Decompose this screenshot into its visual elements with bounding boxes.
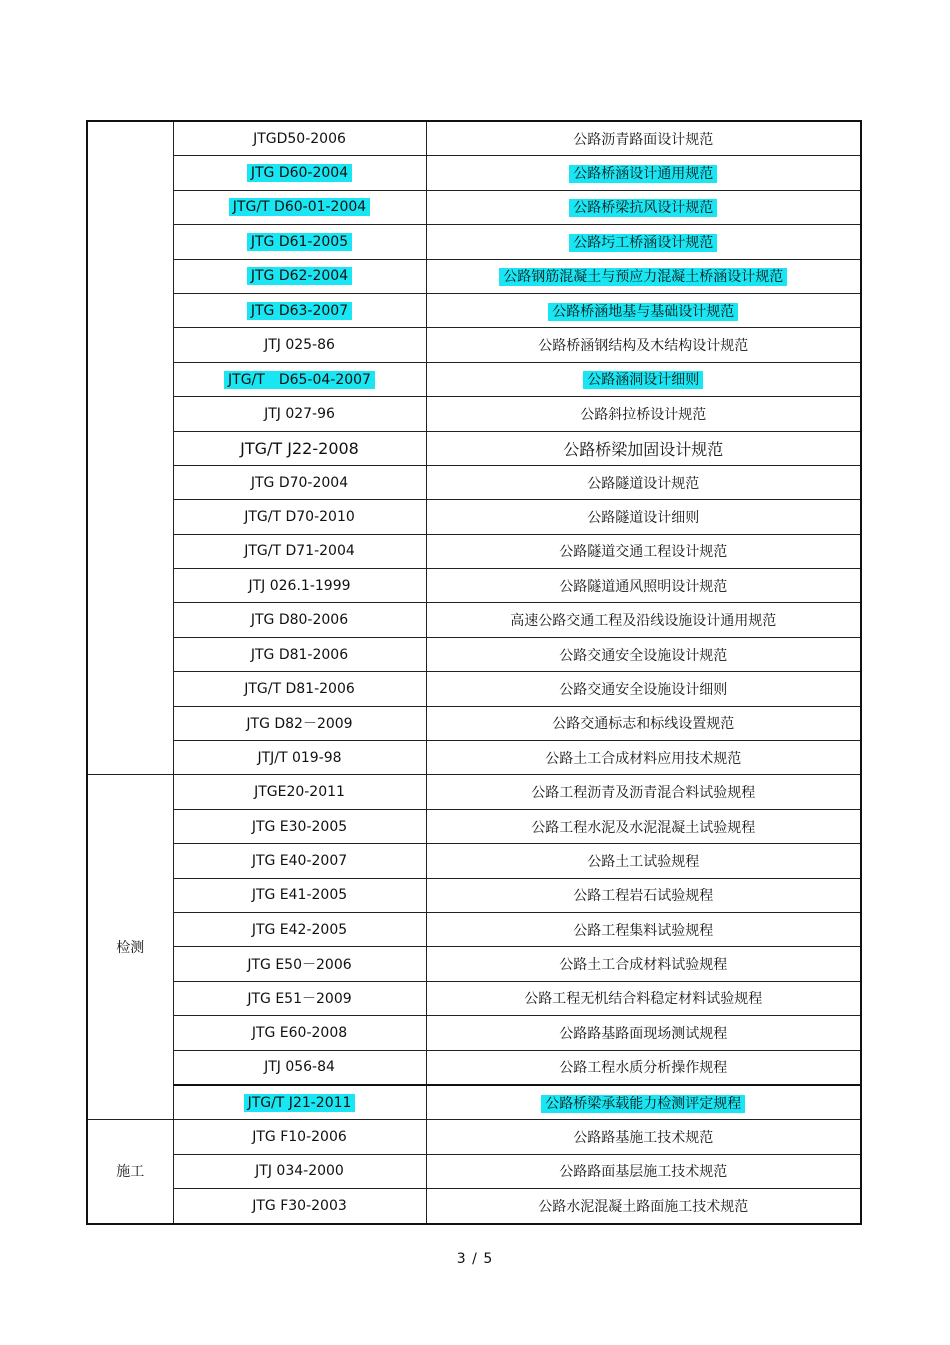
standard-name-cell — [426, 878, 861, 912]
standard-code-cell — [173, 1085, 426, 1120]
standard-code: JTG/T J22-2008 — [240, 438, 359, 458]
table-row — [87, 465, 861, 499]
standard-code-cell — [173, 431, 426, 465]
standard-name: 公路土工合成材料应用技术规范 — [545, 750, 742, 767]
standard-code: JTG E51－2009 — [247, 991, 352, 1008]
standard-code-cell — [173, 259, 426, 293]
standard-name-cell — [426, 569, 861, 603]
standard-name: 公路路基路面现场测试规程 — [559, 1025, 728, 1042]
standard-name-cell — [426, 844, 861, 878]
standard-code-cell — [173, 156, 426, 190]
table-row — [87, 1085, 861, 1120]
standard-code: JTG E41-2005 — [251, 887, 348, 904]
table-row — [87, 706, 861, 740]
standard-code: JTJ/T 019-98 — [257, 749, 342, 766]
table-row — [87, 569, 861, 603]
standard-code-cell — [173, 912, 426, 946]
standard-code: JTG E60-2008 — [251, 1024, 348, 1041]
table-row — [87, 362, 861, 396]
standard-name: 公路桥梁抗风设计规范 — [569, 199, 717, 217]
table-row — [87, 912, 861, 946]
standard-code: JTGD50-2006 — [253, 130, 346, 147]
standard-code-cell — [173, 947, 426, 981]
table-row — [87, 225, 861, 259]
standard-code-cell — [173, 328, 426, 362]
standard-code: JTG D82－2009 — [246, 716, 353, 733]
standard-code: JTJ 056-84 — [264, 1059, 335, 1076]
standard-code-cell — [173, 775, 426, 809]
table-row — [87, 1016, 861, 1050]
standard-code: JTG D62-2004 — [247, 267, 352, 285]
table-row — [87, 981, 861, 1015]
standard-name: 公路桥涵钢结构及木结构设计规范 — [538, 338, 749, 355]
standard-name: 公路桥梁承载能力检测评定规程 — [541, 1095, 745, 1113]
standard-name-cell — [426, 1154, 861, 1188]
standard-name-cell — [426, 947, 861, 981]
table-row — [87, 156, 861, 190]
standard-name: 公路圬工桥涵设计规范 — [569, 234, 717, 252]
table-row — [87, 775, 861, 809]
standard-code-cell — [173, 637, 426, 671]
standard-code-cell — [173, 672, 426, 706]
standard-name: 公路桥涵设计通用规范 — [569, 165, 717, 183]
standard-code-cell — [173, 1120, 426, 1154]
standard-name-cell — [426, 156, 861, 190]
table-row — [87, 637, 861, 671]
standard-code-cell — [173, 500, 426, 534]
standard-code-cell — [173, 1016, 426, 1050]
category-cell: 检测 — [87, 775, 173, 1120]
standard-name: 公路钢筋混凝土与预应力混凝土桥涵设计规范 — [499, 268, 787, 286]
table-row — [87, 947, 861, 981]
standard-name: 公路工程岩石试验规程 — [573, 888, 714, 905]
standard-code-cell — [173, 1050, 426, 1085]
standard-name: 公路水泥混凝土路面施工技术规范 — [538, 1198, 749, 1215]
standard-name-cell — [426, 431, 861, 465]
standard-name-cell — [426, 706, 861, 740]
standard-name: 公路涵洞设计细则 — [583, 371, 703, 389]
table-row — [87, 1120, 861, 1154]
standard-code-cell — [173, 569, 426, 603]
standard-code-cell — [173, 465, 426, 499]
table-row — [87, 878, 861, 912]
standard-name-cell — [426, 225, 861, 259]
standard-code-cell — [173, 190, 426, 224]
standard-code-cell — [173, 844, 426, 878]
standard-code: JTG D70-2004 — [250, 474, 349, 491]
standard-name-cell — [426, 603, 861, 637]
standard-code-cell — [173, 603, 426, 637]
standard-code-cell — [173, 706, 426, 740]
table-row — [87, 121, 861, 156]
standard-name: 公路交通安全设施设计规范 — [559, 647, 728, 664]
standard-code: JTJ 025-86 — [264, 337, 335, 354]
category-cell: 施工 — [87, 1120, 173, 1224]
standard-name: 公路隧道通风照明设计规范 — [559, 578, 728, 595]
standard-code: JTJ 034-2000 — [255, 1163, 344, 1180]
standard-name-cell — [426, 981, 861, 1015]
table-row — [87, 672, 861, 706]
standard-code-cell — [173, 1189, 426, 1224]
table-row — [87, 534, 861, 568]
standard-name: 公路工程沥青及沥青混合料试验规程 — [531, 785, 756, 802]
standard-code: JTG D63-2007 — [247, 302, 352, 320]
page-number — [0, 1251, 950, 1267]
standard-code-cell — [173, 225, 426, 259]
table-row — [87, 328, 861, 362]
standard-name-cell — [426, 809, 861, 843]
standard-name-cell — [426, 362, 861, 396]
standards-table — [86, 120, 862, 1225]
table-row — [87, 397, 861, 431]
table-row — [87, 190, 861, 224]
standard-code-cell — [173, 981, 426, 1015]
standard-code: JTG D61-2005 — [247, 233, 352, 251]
standard-name: 公路路基施工技术规范 — [573, 1130, 714, 1147]
standard-code: JTG D81-2006 — [250, 646, 349, 663]
standard-name: 公路土工合成材料试验规程 — [559, 957, 728, 974]
standard-name: 公路工程集料试验规程 — [573, 922, 714, 939]
standard-name-cell — [426, 259, 861, 293]
table-row — [87, 500, 861, 534]
standard-code: JTG D60-2004 — [247, 164, 352, 182]
standard-code: JTJ 026.1-1999 — [248, 577, 351, 594]
table-row — [87, 431, 861, 465]
standard-code: JTG E40-2007 — [251, 852, 348, 869]
standard-name-cell — [426, 328, 861, 362]
standard-name-cell — [426, 741, 861, 775]
standard-name: 公路斜拉桥设计规范 — [580, 406, 707, 423]
standard-name-cell — [426, 190, 861, 224]
standard-name-cell — [426, 775, 861, 809]
table-row — [87, 293, 861, 327]
standard-code-cell — [173, 809, 426, 843]
standard-code: JTG D80-2006 — [250, 612, 349, 629]
standard-code-cell — [173, 362, 426, 396]
standard-code: JTG/T J21-2011 — [244, 1094, 356, 1112]
page-total: 5 — [483, 1251, 494, 1267]
standard-name: 公路隧道交通工程设计规范 — [559, 544, 728, 561]
standard-name: 公路土工试验规程 — [587, 853, 700, 870]
standard-name-cell — [426, 912, 861, 946]
table-row — [87, 844, 861, 878]
standard-code: JTG F30-2003 — [252, 1197, 347, 1214]
standard-name-cell — [426, 534, 861, 568]
standard-name-cell — [426, 672, 861, 706]
standard-name: 公路工程水质分析操作规程 — [559, 1060, 728, 1077]
page-separator: / — [472, 1251, 478, 1267]
table-row — [87, 603, 861, 637]
standard-name-cell — [426, 500, 861, 534]
page-current: 3 — [456, 1251, 467, 1267]
standard-name: 公路桥梁加固设计规范 — [563, 439, 724, 459]
standard-name: 高速公路交通工程及沿线设施设计通用规范 — [510, 613, 777, 630]
standard-name: 公路隧道设计规范 — [587, 475, 700, 492]
standard-code: JTJ 027-96 — [264, 405, 335, 422]
standard-name: 公路工程无机结合料稳定材料试验规程 — [524, 991, 763, 1008]
standard-name-cell — [426, 1120, 861, 1154]
standard-code: JTG F10-2006 — [252, 1129, 347, 1146]
standard-name-cell — [426, 293, 861, 327]
table-row — [87, 1050, 861, 1085]
standard-code: JTG E50－2006 — [247, 957, 352, 974]
standard-name: 公路路面基层施工技术规范 — [559, 1164, 728, 1181]
table-row — [87, 1189, 861, 1224]
standard-code: JTG/T D65-04-2007 — [224, 371, 375, 389]
standard-name: 公路隧道设计细则 — [587, 509, 700, 526]
standard-code: JTG/T D60-01-2004 — [229, 198, 370, 216]
standard-code: JTG/T D71-2004 — [244, 543, 355, 560]
standard-code-cell — [173, 121, 426, 156]
standard-name-cell — [426, 121, 861, 156]
category-cell — [87, 121, 173, 775]
standard-name: 公路桥涵地基与基础设计规范 — [548, 303, 738, 321]
standard-name-cell — [426, 1085, 861, 1120]
standards-table-body — [87, 121, 861, 1224]
table-row — [87, 809, 861, 843]
standard-code: JTGE20-2011 — [254, 784, 345, 801]
standard-name-cell — [426, 1016, 861, 1050]
standard-code-cell — [173, 1154, 426, 1188]
table-row — [87, 741, 861, 775]
standard-name-cell — [426, 637, 861, 671]
standard-code: JTG E42-2005 — [251, 921, 348, 938]
standard-code-cell — [173, 741, 426, 775]
standard-code-cell — [173, 878, 426, 912]
standard-code: JTG/T D81-2006 — [244, 680, 355, 697]
standard-name: 公路沥青路面设计规范 — [573, 131, 714, 148]
standard-code-cell — [173, 397, 426, 431]
table-row — [87, 1154, 861, 1188]
standard-code-cell — [173, 534, 426, 568]
standard-name: 公路工程水泥及水泥混凝土试验规程 — [531, 819, 756, 836]
standard-name-cell — [426, 1189, 861, 1224]
standard-name-cell — [426, 1050, 861, 1085]
standard-name: 公路交通标志和标线设置规范 — [552, 716, 735, 733]
standard-name: 公路交通安全设施设计细则 — [559, 681, 728, 698]
standard-code: JTG E30-2005 — [251, 818, 348, 835]
standard-code: JTG/T D70-2010 — [244, 508, 355, 525]
standard-code-cell — [173, 293, 426, 327]
standard-name-cell — [426, 465, 861, 499]
table-row — [87, 259, 861, 293]
standard-name-cell — [426, 397, 861, 431]
